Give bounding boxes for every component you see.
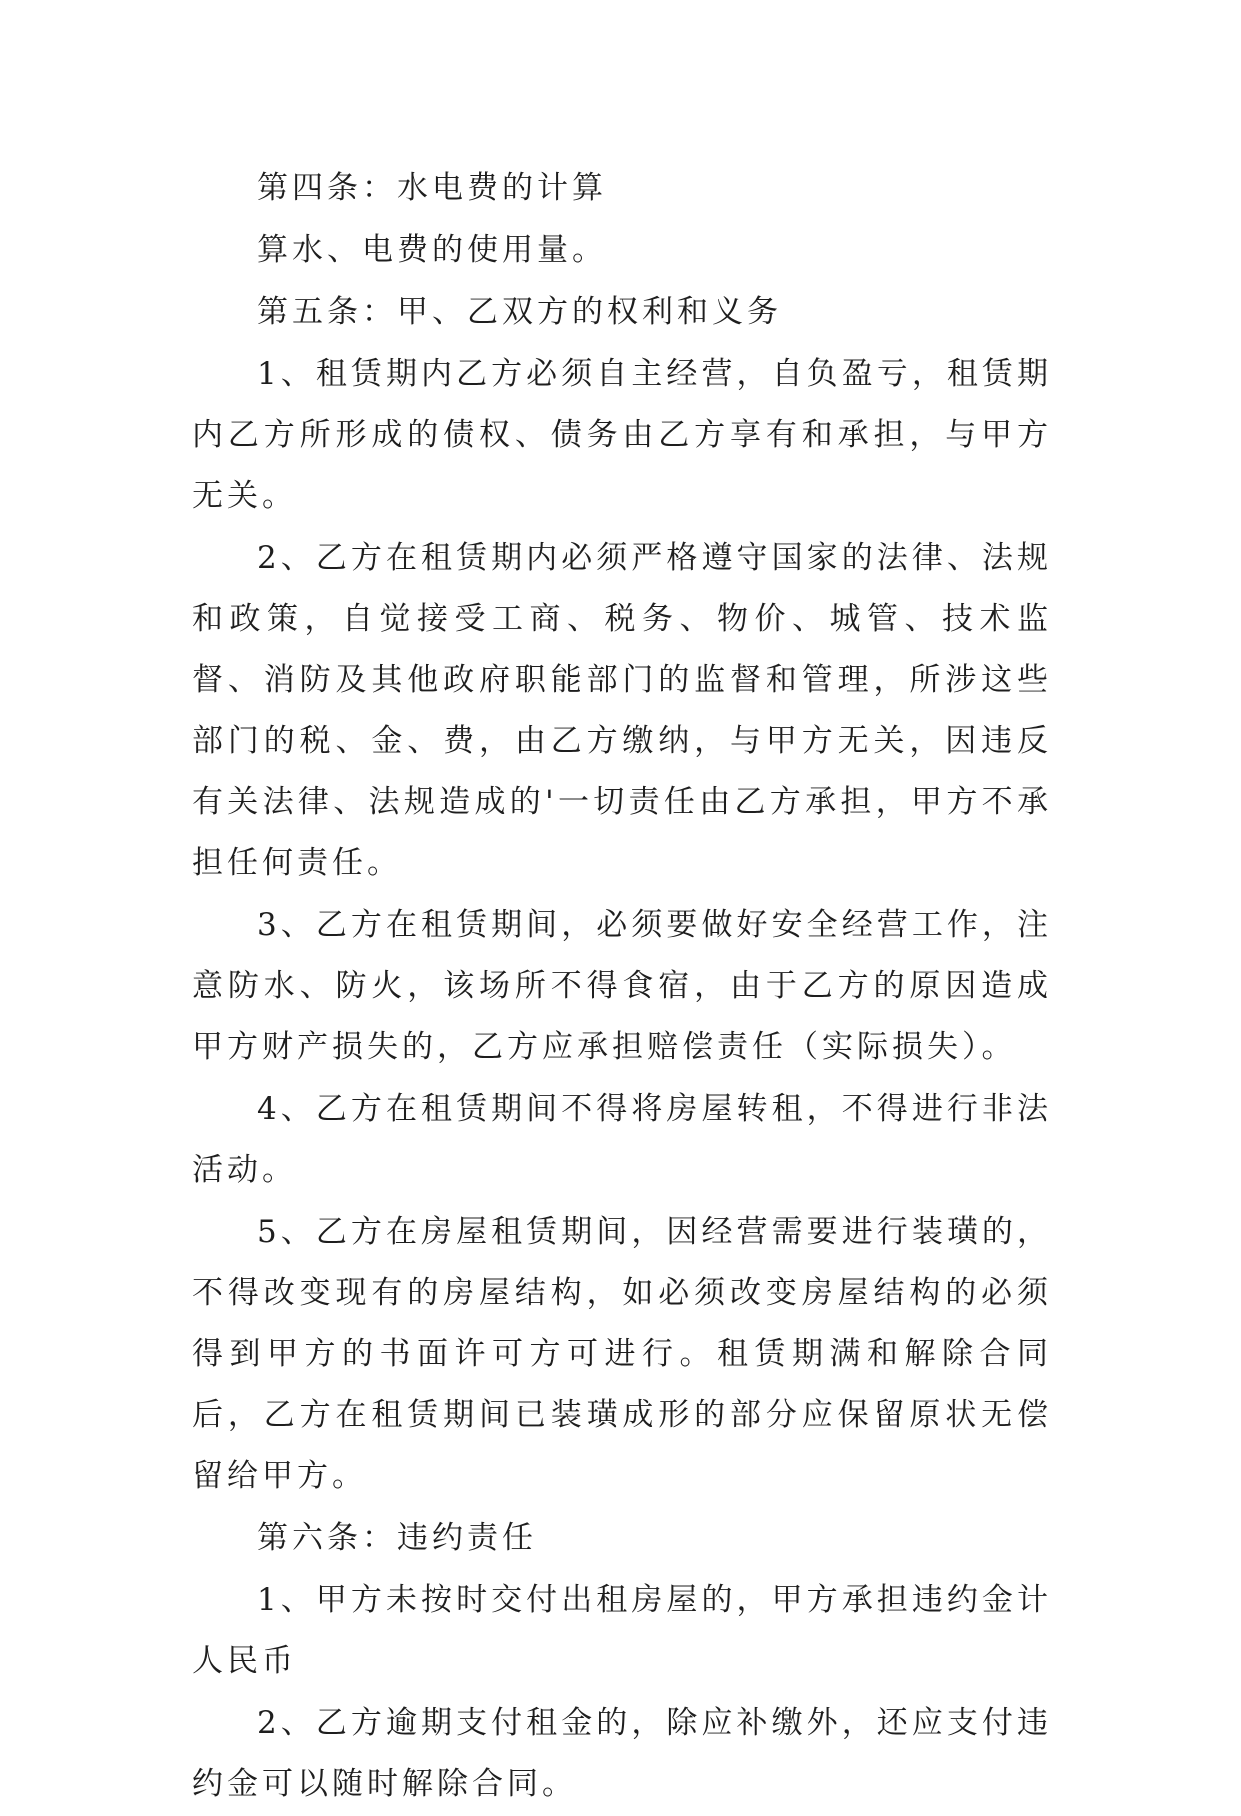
paragraph-article-6-item-1: 1、甲方未按时交付出租房屋的，甲方承担违约金计人民币 <box>192 1582 1052 1679</box>
paragraph-article-4-text: 算水、电费的使用量。 <box>257 232 607 268</box>
paragraph-article-5-item-2: 2、乙方在租赁期内必须严格遵守国家的法律、法规和政策，自觉接受工商、税务、物价、城管、技术监督、消防及其他政府职能部门的监督和管理，所涉这些部门的税、金、费，由乙方缴纳，与甲方无关，因违反有关法律、法规造成的'一切责任由乙方承担，甲方不承担任何责任。 <box>192 540 1052 881</box>
paragraph-article-5-item-1: 1、租赁期内乙方必须自主经营，自负盈亏，租赁期内乙方所形成的债权、债务由乙方享有和承担，与甲方无关。 <box>192 356 1052 514</box>
paragraph-article-5-item-3: 3、乙方在租赁期间，必须要做好安全经营工作，注意防水、防火，该场所不得食宿，由于乙方的原因造成甲方财产损失的，乙方应承担赔偿责任（实际损失）。 <box>192 907 1052 1065</box>
paragraph-article-5-heading: 第五条：甲、乙双方的权利和义务 <box>257 294 782 330</box>
paragraph-article-5-item-4: 4、乙方在租赁期间不得将房屋转租，不得进行非法活动。 <box>192 1091 1052 1188</box>
document-body <box>192 158 1052 1816</box>
paragraph-article-6-heading: 第六条：违约责任 <box>257 1520 537 1556</box>
paragraph-article-6-item-2: 2、乙方逾期支付租金的，除应补缴外，还应支付违约金可以随时解除合同。 <box>192 1705 1052 1802</box>
paragraph-article-4-heading: 第四条：水电费的计算 <box>257 170 607 206</box>
paragraph-article-5-item-5: 5、乙方在房屋租赁期间，因经营需要进行装璜的，不得改变现有的房屋结构，如必须改变房屋结构的必须得到甲方的书面许可方可进行。租赁期满和解除合同后，乙方在租赁期间已装璜成形的部分应保留原状无偿留给甲方。 <box>192 1214 1052 1494</box>
